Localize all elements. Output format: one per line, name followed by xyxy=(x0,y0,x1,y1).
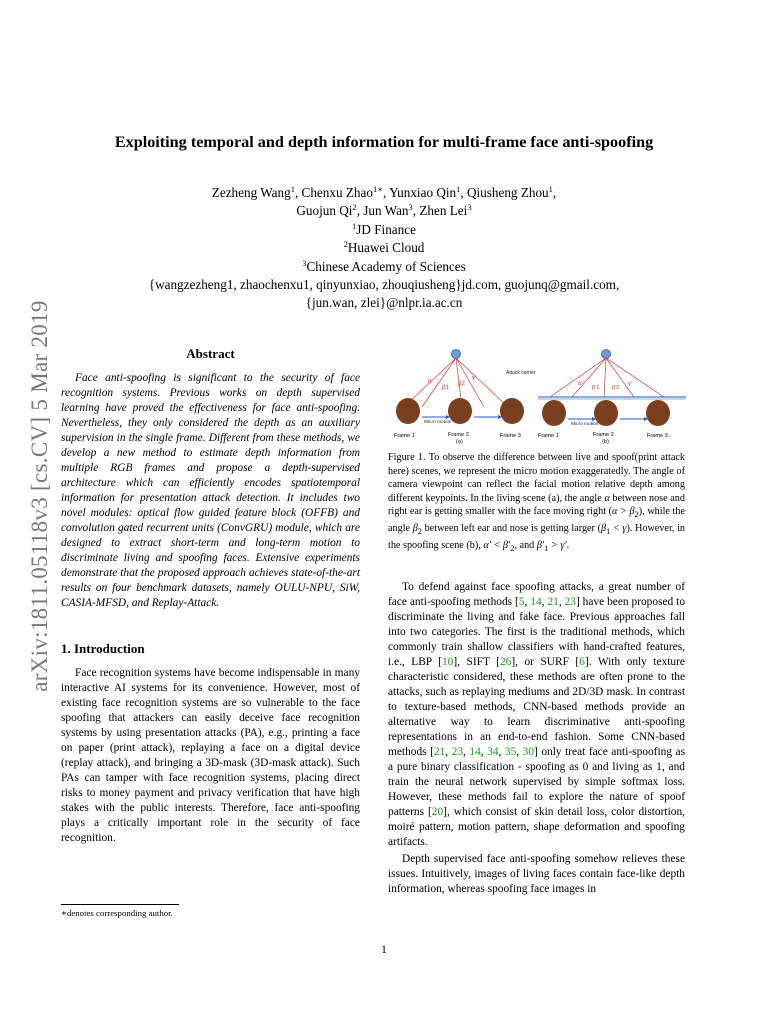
authors-line-2: Guojun Qi$^2$, Jun Wan$^3$, Zhen Lei$^3$ xyxy=(296,202,472,219)
attack-carrier-label: Attack carrier xyxy=(506,370,536,376)
affiliation-2: $^2$Huawei Cloud xyxy=(343,239,425,256)
frame-label: Frame 1 xyxy=(394,433,415,439)
citation-link[interactable]: 34 xyxy=(487,746,499,758)
viewpoint-line xyxy=(606,358,664,397)
citation-link[interactable]: 14 xyxy=(469,746,481,758)
intro-paragraph-3: Depth supervised face anti-spoofing somehow relieves these issues. Intuitively, images of living faces contain face-like depth information, whereas spoofing face images in xyxy=(388,853,685,895)
author-name: Yunxiao Qin xyxy=(389,185,457,200)
micro-motion-label: Micro motion xyxy=(424,420,452,425)
introduction-heading: 1. Introduction xyxy=(61,641,145,656)
face-frame-image xyxy=(448,398,472,424)
citation-link[interactable]: 23 xyxy=(564,596,576,608)
greek-gamma-prime: γ′ xyxy=(628,381,632,387)
affiliation-1: $^1$JD Finance xyxy=(352,220,416,237)
subfigure-label-a: (a) xyxy=(456,439,463,445)
citation-link[interactable]: 10 xyxy=(441,656,454,668)
greek-alpha-prime: α′ xyxy=(578,381,583,387)
greek-beta2-prime: β′2 xyxy=(612,385,620,391)
face-frame-image xyxy=(396,398,420,424)
figure-caption: Figure 1. To observe the difference between live and spoof(print attack here) scenes, we represent the micro motion exaggeratedly. The angle of camera viewpoint can reflect the facial motion relative depth among different keypoints. In the living scene (a), the angle α between nose and right ear is getting smaller with the face moving right $(\alpha > \beta_2)$, while the angle $\beta_2$ between left ear and nose is getting larger $(\beta_1 < \gamma)$. However, in the spoofing scene (b), $\alpha' < \beta'_2$, and $\beta'_1 > \gamma'$. xyxy=(388,452,686,553)
greek-beta1: β1 xyxy=(442,385,449,391)
author-name: Qiusheng Zhou xyxy=(466,185,549,200)
citation-link[interactable]: 23 xyxy=(451,746,464,758)
face-frame-image xyxy=(542,400,566,426)
author-name: Zezheng Wang xyxy=(211,185,291,200)
intro-paragraph-2: To defend against face spoofing attacks, a great number of face anti-spoofing methods [5, 14, 21, 23] have been proposed to discriminate the living and fake face. Previous approaches fall into two categories. The first is the traditional methods, which commonly train shallow classifiers with hand-crafted features, i.e., LBP [10], SIFT [26], or SURF [6]. With only texture characteristic considered, these methods are often prone to the attacks, such as replaying mediums and 2D/3D mask. In contrast to texture-based methods, CNN-based methods provide an alternative way to learn discriminative anti-spoofing representations in an end-to-end fashion. Some CNN-based methods [21, 23, 14, 34, 35, 30] only treat face anti-spoofing as a pure binary classification - spoofing as 0 and living as 1, and train the neural network supervised by simple softmax loss. However, these methods fail to explore the nature of spoof patterns [20], which consist of skin detail loss, color distortion, moiré pattern, motion pattern, shape deformation and spoofing artifacts. xyxy=(388,581,686,848)
author-name: Jun Wan xyxy=(363,203,409,219)
frame-label: Frame 3 xyxy=(500,433,521,439)
camera-icon xyxy=(452,350,461,359)
author-name: Chenxu Zhao xyxy=(301,185,373,200)
frame-label: Frame 2 xyxy=(593,432,614,438)
author-affiliation-mark: 2 xyxy=(352,202,357,213)
right-column xyxy=(388,580,685,899)
viewpoint-line xyxy=(550,358,606,397)
abstract-text: Face anti-spoofing is significant to the security of face recognition systems. Previous works on depth supervised learning have proved the effectiveness for face anti-spoofing. Nevertheless, they only considered the depth as an auxiliary supervision in the single frame. Different from these methods, we develop a new method to estimate depth information from multiple RGB frames and propose a depth-supervised architecture which can efficiently encodes spatiotemporal information for presentation attack detection. It includes two novel modules: optical flow guided feature block (OFFB) and convolution gated recurrent units (ConvGRU) module, which are designed to extract short-term and long-term motion to discriminate living and spoofing faces. Extensive experiments demonstrate that the proposed approach achieves state-of-the-art results on four benchmark datasets, namely OULU-NPU, SiW, CASIA-MFSD, and Replay-Attack. xyxy=(61,372,360,609)
face-frame-image xyxy=(500,398,524,424)
authors-block xyxy=(60,184,708,313)
frame-label: Frame 2 xyxy=(448,432,469,438)
citation-link[interactable]: 5 xyxy=(518,596,525,608)
author-affiliation-mark: 3 xyxy=(408,202,413,213)
greek-beta1-prime: β′1 xyxy=(592,385,600,391)
author-affiliation-mark: 1 xyxy=(456,184,461,194)
left-column xyxy=(61,346,360,848)
figure-panel-a xyxy=(394,350,536,446)
figure-panel-b xyxy=(538,350,686,446)
authors-line-1: Zezheng Wang$^1$, Chenxu Zhao$^{1∗}$, Yunxiao Qin$^1$, Qiusheng Zhou$^1$, xyxy=(211,184,557,200)
frame-label: Frame 3 xyxy=(647,433,668,439)
subfigure-label-b: (b) xyxy=(602,439,609,445)
citation-link[interactable]: 20 xyxy=(431,806,444,818)
author-emails-1[interactable]: {wangzezheng1, zhaochenxu1, qinyunxiao, zhouqiusheng}jd.com, guojunq@gmail.com, xyxy=(148,277,620,293)
figure-1 xyxy=(388,345,688,447)
page-number: 1 xyxy=(381,944,387,956)
introduction-paragraph: Face recognition systems have become indispensable in many interactive AI systems for its convenience. However, most of existing face recognition systems are so vulnerable to the face spoofing that attackers can easily deceive face recognition systems by using presentation attacks (PA), e.g., printing a face on paper (print attack), replaying a face on a digital device (replay attack), and bringing a 3D-mask (3D-mask attack). Such PAs can tamper with face recognition systems, placing direct risks to money payment and privacy verification that have high stakes with the public interests. Therefore, face anti-spoofing plays a critically important role in the security of face recognition. xyxy=(61,667,360,844)
face-frame-image xyxy=(646,400,670,426)
author-emails-2[interactable]: {jun.wan, zlei}@nlpr.ia.ac.cn xyxy=(305,295,463,311)
frame-label: Frame 1 xyxy=(538,433,559,439)
citation-link[interactable]: 26 xyxy=(499,656,512,668)
author-affiliation-mark: 1 xyxy=(290,184,295,194)
author-name: Zhen Lei xyxy=(419,203,468,219)
greek-gamma: γ xyxy=(472,375,475,381)
citation-link[interactable]: 21 xyxy=(547,596,559,608)
affiliation-3: $^3$Chinese Academy of Sciences xyxy=(302,257,466,274)
greek-alpha: α xyxy=(428,379,432,385)
citation-link[interactable]: 14 xyxy=(530,596,542,608)
greek-beta2: β2 xyxy=(458,381,465,387)
author-affiliation-mark: 1 xyxy=(548,184,553,194)
footnote: ∗denotes corresponding author. xyxy=(61,908,173,918)
citation-link[interactable]: 6 xyxy=(579,656,585,668)
author-name: Guojun Qi xyxy=(296,203,353,219)
author-affiliation-mark: 3 xyxy=(467,202,472,213)
abstract-heading: Abstract xyxy=(186,346,235,361)
citation-link[interactable]: 35 xyxy=(504,746,517,758)
viewpoint-line xyxy=(572,358,606,397)
micro-motion-label: Micro motion xyxy=(571,422,599,427)
author-affiliation-mark: 1∗ xyxy=(372,184,383,194)
citation-link[interactable]: 30 xyxy=(522,746,535,758)
arxiv-stamp: arXiv:1811.05118v3 [cs.CV] 5 Mar 2019 xyxy=(27,300,52,692)
paper-title: Exploiting temporal and depth information for multi-frame face anti-spoofing xyxy=(114,133,654,151)
viewpoint-line xyxy=(604,358,606,397)
viewpoint-line xyxy=(606,358,634,397)
citation-link[interactable]: 21 xyxy=(433,746,446,758)
camera-icon xyxy=(602,350,611,359)
footnote-rule xyxy=(61,904,179,905)
